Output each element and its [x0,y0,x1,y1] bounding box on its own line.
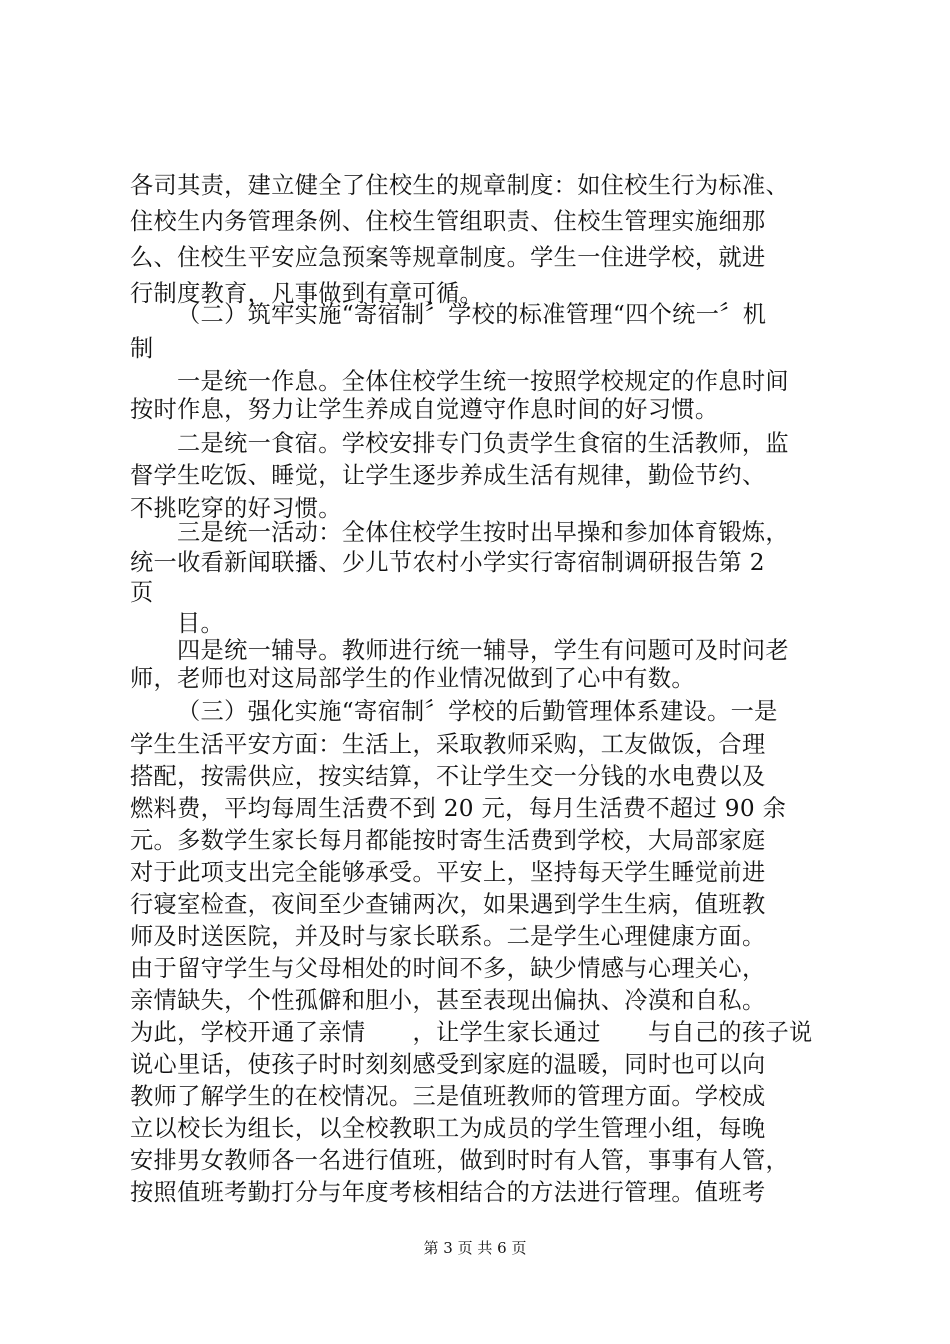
text-line: 按照值班考勤打分与年度考核相结合的方法进行管理。值班考 [130,1179,766,1206]
text-line: 为此，学校开通了亲情 ，让学生家长通过 与自己的孩子说 [130,1019,813,1046]
text-line: 住校生内务管理条例、住校生管组职责、住校生管理实施细那 [130,208,766,235]
text-line: 目。 [177,610,225,637]
text-line: 督学生吃饭、睡觉，让学生逐步养成生活有规律，勤俭节约、 [130,462,766,489]
text-line: 行寝室检查，夜间至少查铺两次，如果遇到学生生病，值班教 [130,891,766,918]
text-line: 安排男女教师各一名进行值班，做到时时有人管，事事有人管， [130,1147,790,1174]
text-line: 统一收看新闻联播、少儿节农村小学实行寄宿制调研报告第 2 [130,549,765,576]
text-line: 学生生活平安方面：生活上，采取教师采购，工友做饭，合理 [130,731,766,758]
text-line: 对于此项支出完全能够承受。平安上，坚持每天学生睡觉前进 [130,859,766,886]
text-line: 由于留守学生与父母相处的时间不多，缺少情感与心理关心， [130,955,766,982]
section-heading-2-cont: 制 [130,335,154,362]
text-line: 师及时送医院，并及时与家长联系。二是学生心理健康方面。 [130,923,766,950]
text-line: 立以校长为组长，以全校教职工为成员的学生管理小组，每晚 [130,1115,766,1142]
section-heading-3: （三）强化实施“寄宿制〞学校的后勤管理体系建设。一是 [177,698,778,725]
section-heading-2: （二）筑牢实施“寄宿制〞学校的标准管理“四个统一〞机 [177,301,767,328]
text-line: 各司其责，建立健全了住校生的规章制度：如住校生行为标准、 [130,172,790,199]
text-line: 按时作息，努力让学生养成自觉遵守作息时间的好习惯。 [130,396,719,423]
text-line: 搭配，按需供应，按实结算，不让学生交一分钱的水电费以及 [130,763,766,790]
text-line: 燃料费，平均每周生活费不到 20 元，每月生活费不超过 90 余 [130,795,787,822]
text-line: 页 [130,579,154,606]
text-line: 四是统一辅导。教师进行统一辅导，学生有问题可及时问老 [177,637,789,664]
text-line: 亲情缺失，个性孤僻和胆小，甚至表现出偏执、冷漠和自私。 [130,987,766,1014]
text-line: 二是统一食宿。学校安排专门负责学生食宿的生活教师，监 [177,430,789,457]
text-line: 教师了解学生的在校情况。三是值班教师的管理方面。学校成 [130,1083,766,1110]
text-line: 一是统一作息。全体住校学生统一按照学校规定的作息时间 [177,368,789,395]
text-line: 师，老师也对这局部学生的作业情况做到了心中有数。 [130,665,695,692]
page-footer: 第 3 页 共 6 页 [423,1239,527,1257]
text-line: 三是统一活动：全体住校学生按时出早操和参加体育锻炼， [177,519,789,546]
text-line: 么、住校生平安应急预案等规章制度。学生一住进学校，就进 [130,244,766,271]
text-line: 不挑吃穿的好习惯。 [130,495,342,522]
text-line: 说心里话，使孩子时时刻刻感受到家庭的温暖，同时也可以向 [130,1051,766,1078]
text-line: 行制度教育，凡事做到有章可循。 [130,280,484,307]
text-line: 元。多数学生家长每月都能按时寄生活费到学校，大局部家庭 [130,827,766,854]
